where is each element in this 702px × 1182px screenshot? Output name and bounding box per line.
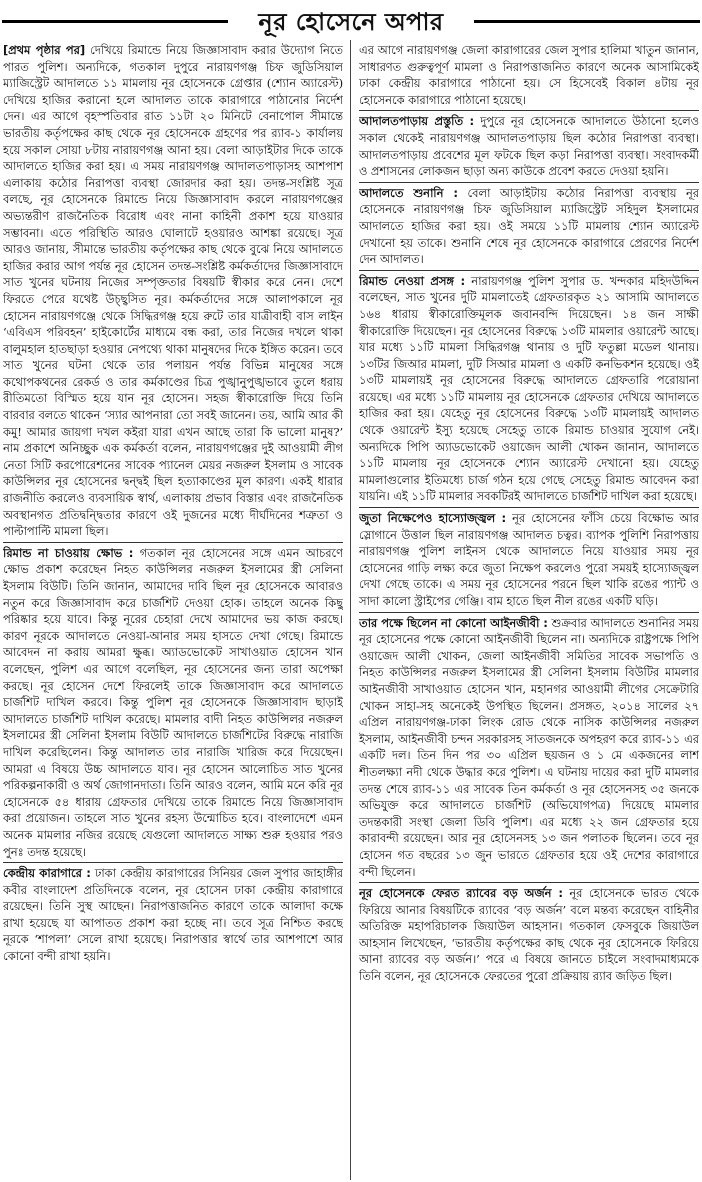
- paragraph-text: শুক্রবার আদালতে শুনানির সময় নূর হোসেনের পক্ষে কোনো আইনজীবী ছিলেন না। অন্যদিকে রাষ্ট্রপক্ষে পিপি ওয়াজেদ আলী খোকন, জেলা আইনজীবী সমিতির সাবেক সভাপতি ও নিহত কাউন্সিলর নজরুল ইসলামের স্ত্রী সেলিনা ইসলাম বিউটির মামলার আইনজীবী সাখাওয়াত হোসেন খান, মহানগর আওয়ামী লীগের সেক্রেটারি খোকন সাহা-সহ অনেকেই উপস্থিত ছিলেন। প্রসঙ্গত, ২০১৪ সালের ২৭ এপ্রিল নারায়ণগঞ্জ-ঢাকা লিংক রোড থেকে নাসিক কাউন্সিলর নজরুল ইসলাম, আইনজীবী চন্দন সরকারসহ সাতজনকে অপহরণ করে র‌্যাব-১১ এর একটি দল। তিন দিন পর ৩০ এপ্রিল ছয়জন ও ১ মে একজনের লাশ শীতলক্ষ্যা নদী থেকে উদ্ধার করে পুলিশ। এ ঘটনায় দায়ের করা দুটি মামলার তদন্ত শেষে র‌্যাব-১১ এর সাবেক তিন কর্মকর্তা ও নূর হোসেনসহ ৩৫ জনকে অভিযুক্ত করে আদালতে চার্জশিট (অভিযোগপত্র) দিয়েছে মামলার তদন্তকারী সংস্থা জেলা ডিবি পুলিশ। এর মধ্যে ২২ জন গ্রেফতার হয়ে কারাবন্দী রয়েছেন। আর নূর হোসেনসহ ১৩ জন পলাতক ছিলেন। তবে নূর হোসেন গত বছরের ১৩ জুন ভারতে গ্রেফতার হয়ে ওই দেশের কারাগারে বন্দী ছিলেন।: [359, 615, 699, 879]
- headline-rule-right: [474, 20, 700, 23]
- paragraph: [359, 612, 699, 881]
- headline-rule-left: [2, 20, 228, 23]
- subheading: রিমান্ড নেওয়া প্রসঙ্গ :: [359, 273, 466, 288]
- headline-banner: [0, 0, 702, 44]
- paragraph: [359, 182, 699, 268]
- subheading: নূর হোসেনকে ফেরত র‌্যাবের বড় অর্জন :: [359, 886, 563, 901]
- paragraph-text: এর আগে নারায়ণগঞ্জ জেলা কারাগারের জেল সুপার হালিমা খাতুন জানান, সাধারণত গুরুত্বপূর্ণ মামলা ও নিরাপত্তাজনিত কারণে অনেক আসামিকেই ঢাকা কেন্দ্রীয় কারাগারে পাঠানো হয়। সে হিসেবেই বিকাল ৪টায় নূর হোসেনকে কারাগারে পাঠানো হয়েছে।: [359, 43, 699, 107]
- paragraph-text: বেলা আড়াইটায় কঠোর নিরাপত্তা ব্যবস্থায় নূর হোসেনকে নারায়ণগঞ্জ চিফ জুডিসিয়াল ম্যাজিস্ট্রেট সহিদুল ইসলামের আদালতে হাজির করা হয়। ওই সময়ে ১১টি মামলায় শ্যোন অ্যারেস্ট দেখানো হয় তাকে। শুনানি শেষে নূর হোসেনকে কারাগারে প্রেরণের নির্দেশ দেন আদালত।: [359, 185, 699, 267]
- column-divider: [350, 40, 351, 1180]
- subheading: জুতা নিক্ষেপেও হাস্যোজ্জ্বল :: [359, 511, 507, 526]
- subheading: আদালতপাড়ায় প্রস্তুতি :: [359, 114, 475, 129]
- left-column: [3, 42, 343, 1178]
- subheading: [প্রথম পৃষ্ঠার পর]: [3, 43, 86, 57]
- paragraph-text: ঢাকা কেন্দ্রীয় কারাগারের সিনিয়র জেল সুপার জাহাঙ্গীর কবীর বাংলাদেশ প্রতিদিনকে বলেন, নূর হোসেন ঢাকা কেন্দ্রীয় কারাগারে রয়েছেন। তিনি সুস্থ আছেন। নিরাপত্তাজনিত কারণে তাকে আলাদা কক্ষে রাখা হয়েছে যা আপাতত প্রকাশ করা হচ্ছে না। তবে সূত্র নিশ্চিত করছে নূরকে ‘শাপলা’ সেলে রাখা হয়েছে। নিরাপত্তার স্বার্থে তার আশপাশে আর কোনো বন্দী রাখা হয়নি।: [3, 866, 343, 964]
- paragraph: [359, 42, 699, 108]
- paragraph: [3, 542, 343, 860]
- right-column: [359, 42, 699, 1178]
- paragraph: [359, 270, 699, 505]
- paragraph-text: দুপুরে নূর হোসেনকে আদালতে উঠানো হলেও সকাল থেকেই নারায়ণগঞ্জ আদালতপাড়ায় ছিল কঠোর নিরাপত্তা ব্যবস্থা। আদালতপাড়ায় প্রবেশের মূল ফটকে ছিল কড়া নিরাপত্তা ব্যবস্থা। সংবাদকর্মী ও প্রশাসনের লোকজন ছাড়া অন্য কাউকে প্রবেশ করতে দেওয়া হয়নি।: [359, 114, 699, 179]
- headline: নূর হোসেনে অপার: [258, 8, 444, 36]
- paragraph-text: নূর হোসেনকে ভারত থেকে ফিরিয়ে আনার বিষয়টিকে র‌্যাবের ‘বড় অর্জন’ বলে মন্তব্য করেছেন বাহিনীর অতিরিক্ত মহাপরিচালক জিয়াউল আহসান। গতকাল ফেসবুকে জিয়াউল আহসান লিখেছেন, ‘ভারতীয় কর্তৃপক্ষের কাছ থেকে নূর হোসেনকে ফিরিয়ে আনা র‌্যাবের বড় অর্জন।’ পরে এ বিষয়ে জানতে চাইলে সংবাদমাধ্যমকে তিনি বলেন, নূর হোসেনকে ফেরতের পুরো প্রক্রিয়ায় র‌্যাব জড়িত ছিল।: [359, 886, 699, 984]
- paragraph: [3, 862, 343, 965]
- subheading: রিমান্ড না চাওয়ায় ক্ষোভ :: [3, 545, 134, 560]
- paragraph: [359, 507, 699, 610]
- paragraph-text: দেখিয়ে রিমান্ডে নিয়ে জিজ্ঞাসাবাদ করার উদ্যোগ নিতে পারত পুলিশ। অন্যদিকে, গতকাল দুপুরে নারায়ণগঞ্জ চিফ জুডিসিয়াল ম্যাজিস্ট্রেট আদালতে ১১ মামলায় নূর হোসেনকে গ্রেপ্তার (শ্যোন অ্যারেস্ট) দেখিয়ে হাজির করানো হলে আদালত তাকে কারাগারে পাঠানোর নির্দেশ দেন। এর আগে বৃহস্পতিবার রাত ১১টা ২০ মিনিটে বেনাপোল সীমান্তে ভারতীয় কর্তৃপক্ষের কাছ থেকে নূর হোসেনকে গ্রহণের পর র‌্যাব-১ কার্যালয় হয়ে সকাল সোয়া ৮টায় নারায়ণগঞ্জ আনা হয়। বেলা আড়াইটার দিকে তাকে আদালতে হাজির করা হয়। এ সময় নারায়ণগঞ্জ আদালতপাড়াসহ আশপাশ এলাকায় কঠোর নিরাপত্তা ব্যবস্থা জোরদার করা হয়। তদন্ত-সংশ্লিষ্ট সূত্র বলছে, নূর হোসেনকে রিমান্ডে নিয়ে জিজ্ঞাসাবাদ করলে নারায়ণগঞ্জের অভ্যন্তরীণ রাজনৈতিক বিরোধ এবং নানা কাহিনী প্রকাশ হয়ে যাওয়ার সম্ভাবনা। এতে পরিস্থিতি আরও ঘোলাটে হওয়ারও আশঙ্কা রয়েছে। সূত্র আরও জানায়, সীমান্তে ভারতীয় কর্তৃপক্ষের কাছ থেকে বুঝে নিয়ে আদালতে হাজির করার আগ পর্যন্ত নূর হোসেন তদন্ত-সংশ্লিষ্ট কর্মকর্তাদের জিজ্ঞাসাবাদে সাত খুনের ঘটনায় নিজের সম্পৃক্ততার বিষয়টি স্বীকার করে নেন। দেশে ফিরতে পেরে যথেষ্ট উচ্ছ্বসিত নূর। কর্মকর্তাদের সঙ্গে আলাপকালে নূর হোসেন নারায়ণগঞ্জে থেকে সিদ্ধিরগঞ্জ হয়ে রুটে তার যাত্রীবাহী বাস লাইন ‘এবিএস পরিবহন’ হাইকোর্টের মাধ্যমে বন্ধ করা, তার নিজের দখলে থাকা বালুমহাল হাতছাড়া হওয়ার নেপথ্যে থাকা মানুষদের দিকে ইঙ্গিত করেন। তবে সাত খুনের ঘটনা থেকে তার পলায়ন পর্যন্ত বিভিন্ন মানুষের সঙ্গে কথোপকথনের রেকর্ড ও তার কর্মকাণ্ডের চিত্র পুঙ্খানুপুঙ্খভাবে তুলে ধরায় রীতিমতো বিস্মিত হয়ে যান নূর হোসেন। সহজ স্বীকারোক্তি দিয়ে তিনি বারবার বলতে থাকেন ‘স্যার আপনারা তো সবই জানেন। তয়, আমি আর কী কমু! আমার জায়গা দখল কইরা যারা এখন আছে তারা কি ভালো মানুষ?’ নাম প্রকাশে অনিচ্ছুক এক কর্মকর্তা বলেন, নারায়ণগঞ্জের দুই আওয়ামী লীগ নেতা সিটি করপোরেশনের সাবেক প্যানেল মেয়র নজরুল ইসলাম ও সাবেক কাউন্সিলর নূর হোসেনের দ্বন্দ্বই ছিল হত্যাকাণ্ডের মূল কারণ। একই ধারার রাজনীতি করলেও ব্যবসায়িক স্বার্থ, এলাকায় প্রভাব বিস্তার এবং রাজনৈতিক অবস্থানগত প্রতিদ্বন্দ্বিতার কারণে ওই দুজনের মধ্যে দীর্ঘদিনের শত্রুতা ও পাল্টাপাল্টি মামলা ছিল।: [3, 43, 343, 539]
- subheading: তার পক্ষে ছিলেন না কোনো আইনজীবী :: [359, 615, 548, 630]
- paragraph-text: গতকাল নূর হোসেনের সঙ্গে এমন আচরণে ক্ষোভ প্রকাশ করেছেন নিহত কাউন্সিলর নজরুল ইসলামের স্ত্রী সেলিনা ইসলাম বিউটি। তিনি জানান, আমাদের দাবি ছিল নূর হোসেনকে আবারও নতুন করে জিজ্ঞাসাবাদ করে চার্জশিট দেওয়া হোক। তাহলে অনেক কিছু পরিষ্কার হয়ে যাবে। কিন্তু নূরের চেহারা দেখে আমাদের ভয় কাজ করছে। কারণ নূরকে আদালতে নেওয়া-আনার সময় হাসতে দেখা গেছে। রিমান্ডে আবেদন না করায় আমরা ক্ষুব্ধ। অ্যাডভোকেট সাখাওয়াত হোসেন খান বলেছেন, পুলিশ এর আগে বলেছিল, নূর হোসেনের জন্য তারা অপেক্ষা করছে। নূর হোসেন দেশে ফিরলেই তাকে জিজ্ঞাসাবাদ করে আদালতে চার্জশিট দাখিল করবে। কিন্তু পুলিশ নূর হোসেনকে জিজ্ঞাসাবাদ ছাড়াই আদালতে চার্জশিট দাখিল করেছে। মামলার বাদী নিহত কাউন্সিলর নজরুল ইসলামের স্ত্রী সেলিনা ইসলাম বিউটি আদালতে চার্জশিটের বিরুদ্ধে নারাজি দাখিল করেছিলেন। কিন্তু আদালত তার নারাজি খারিজ করে দিয়েছেন। আমরা এ বিষয়ে উচ্চ আদালতে যাব। নূর হোসেন আলোচিত সাত খুনের পরিকল্পনাকারী ও অর্থ জোগানদাতা। তিনি আরও বলেন, আমি মনে করি নূর হোসেনকে ৫৪ ধারায় গ্রেফতার দেখিয়ে তাকে রিমান্ডে নিয়ে জিজ্ঞাসাবাদ করা প্রয়োজন। তাহলে সাত খুনের রহস্য উন্মোচিত হবে। বাংলাদেশে এমন অনেক মামলার নজির রয়েছে যেগুলো আদালতে সাক্ষ্য শুরু হওয়ার পরও পুনঃ তদন্ত হয়েছে।: [3, 545, 343, 859]
- subheading: কেন্দ্রীয় কারাগারে :: [3, 866, 91, 881]
- paragraph: [359, 110, 699, 179]
- paragraph: [3, 42, 343, 540]
- paragraph-text: নূর হোসেনের ফাঁসি চেয়ে বিক্ষোভ আর স্লোগানে উত্তাল ছিল নারায়ণগঞ্জ আদালত চত্বর। ব্যাপক পুলিশি নিরাপত্তায় নারায়ণগঞ্জ পুলিশ লাইনস থেকে আদালতে নিয়ে যাওয়ার সময় নূর হোসেনের গাড়ি লক্ষ্য করে জুতা নিক্ষেপ করলেও পুরো সময়ই হাস্যোজ্জ্বল দেখা গেছে তাকে। এ সময় নূর হোসেনের পরনে ছিল খাকি রঙের প্যান্ট ও সাদা কালো স্ট্রাইপের গেঞ্জি। বাম হাতে ছিল নীল রঙের একটি ঘড়ি।: [359, 511, 699, 608]
- paragraph: [359, 882, 699, 985]
- paragraph-text: নারায়ণগঞ্জ পুলিশ সুপার ড. খন্দকার মহিদউদ্দিন বলেছেন, সাত খুনের দুটি মামলাতেই গ্রেফতারকৃত ২১ আসামি আদালতে ১৬৪ ধারায় স্বীকারোক্তিমূলক জবানবন্দি দিয়েছেন। ১৪ জন সাক্ষী স্বীকারোক্তি দিয়েছেন। নূর হোসেনের বিরুদ্ধে ১৩টি মামলার ওয়ারেন্ট আছে। যার মধ্যে ১১টি মামলা সিদ্ধিরগঞ্জ থানায় ও দুটি ফতুল্লা মডেল থানায়। ১৩টির জিআর মামলা, দুটি সিআর মামলা ও একটি কনভিকশন হয়েছে। ওই ১৩টি মামলায়ই নূর হোসেনের বিরুদ্ধে আদালতে গ্রেফতারি পরোয়ানা রয়েছে। এর মধ্যে ১১টি মামলায় নূর হোসেনকে গ্রেফতার দেখিয়ে আদালতে হাজির করা হয়। যেহেতু নূর হোসেনের বিরুদ্ধে ১৩টি মামলায়ই আদালত থেকে ওয়ারেন্ট ইস্যু হয়েছে সেহেতু তাকে রিমান্ড চাওয়ার সুযোগ নেই। অন্যদিকে পিপি অ্যাডভোকেট ওয়াজেদ আলী খোকন জানান, আদালতে ১১টি মামলায় নূর হোসেনকে শ্যোন অ্যারেস্ট দেখানো হয়। যেহেতু মামলাগুলোর ইতিমধ্যে চার্জ গঠন হয়ে গেছে সেহেতু রিমান্ড আবেদন করা যায়নি। এই ১১টি মামলার সবকটিরই আদালতে চার্জশিট দাখিল করা হয়েছে।: [359, 273, 699, 504]
- subheading: আদালতে শুনানি :: [359, 185, 458, 200]
